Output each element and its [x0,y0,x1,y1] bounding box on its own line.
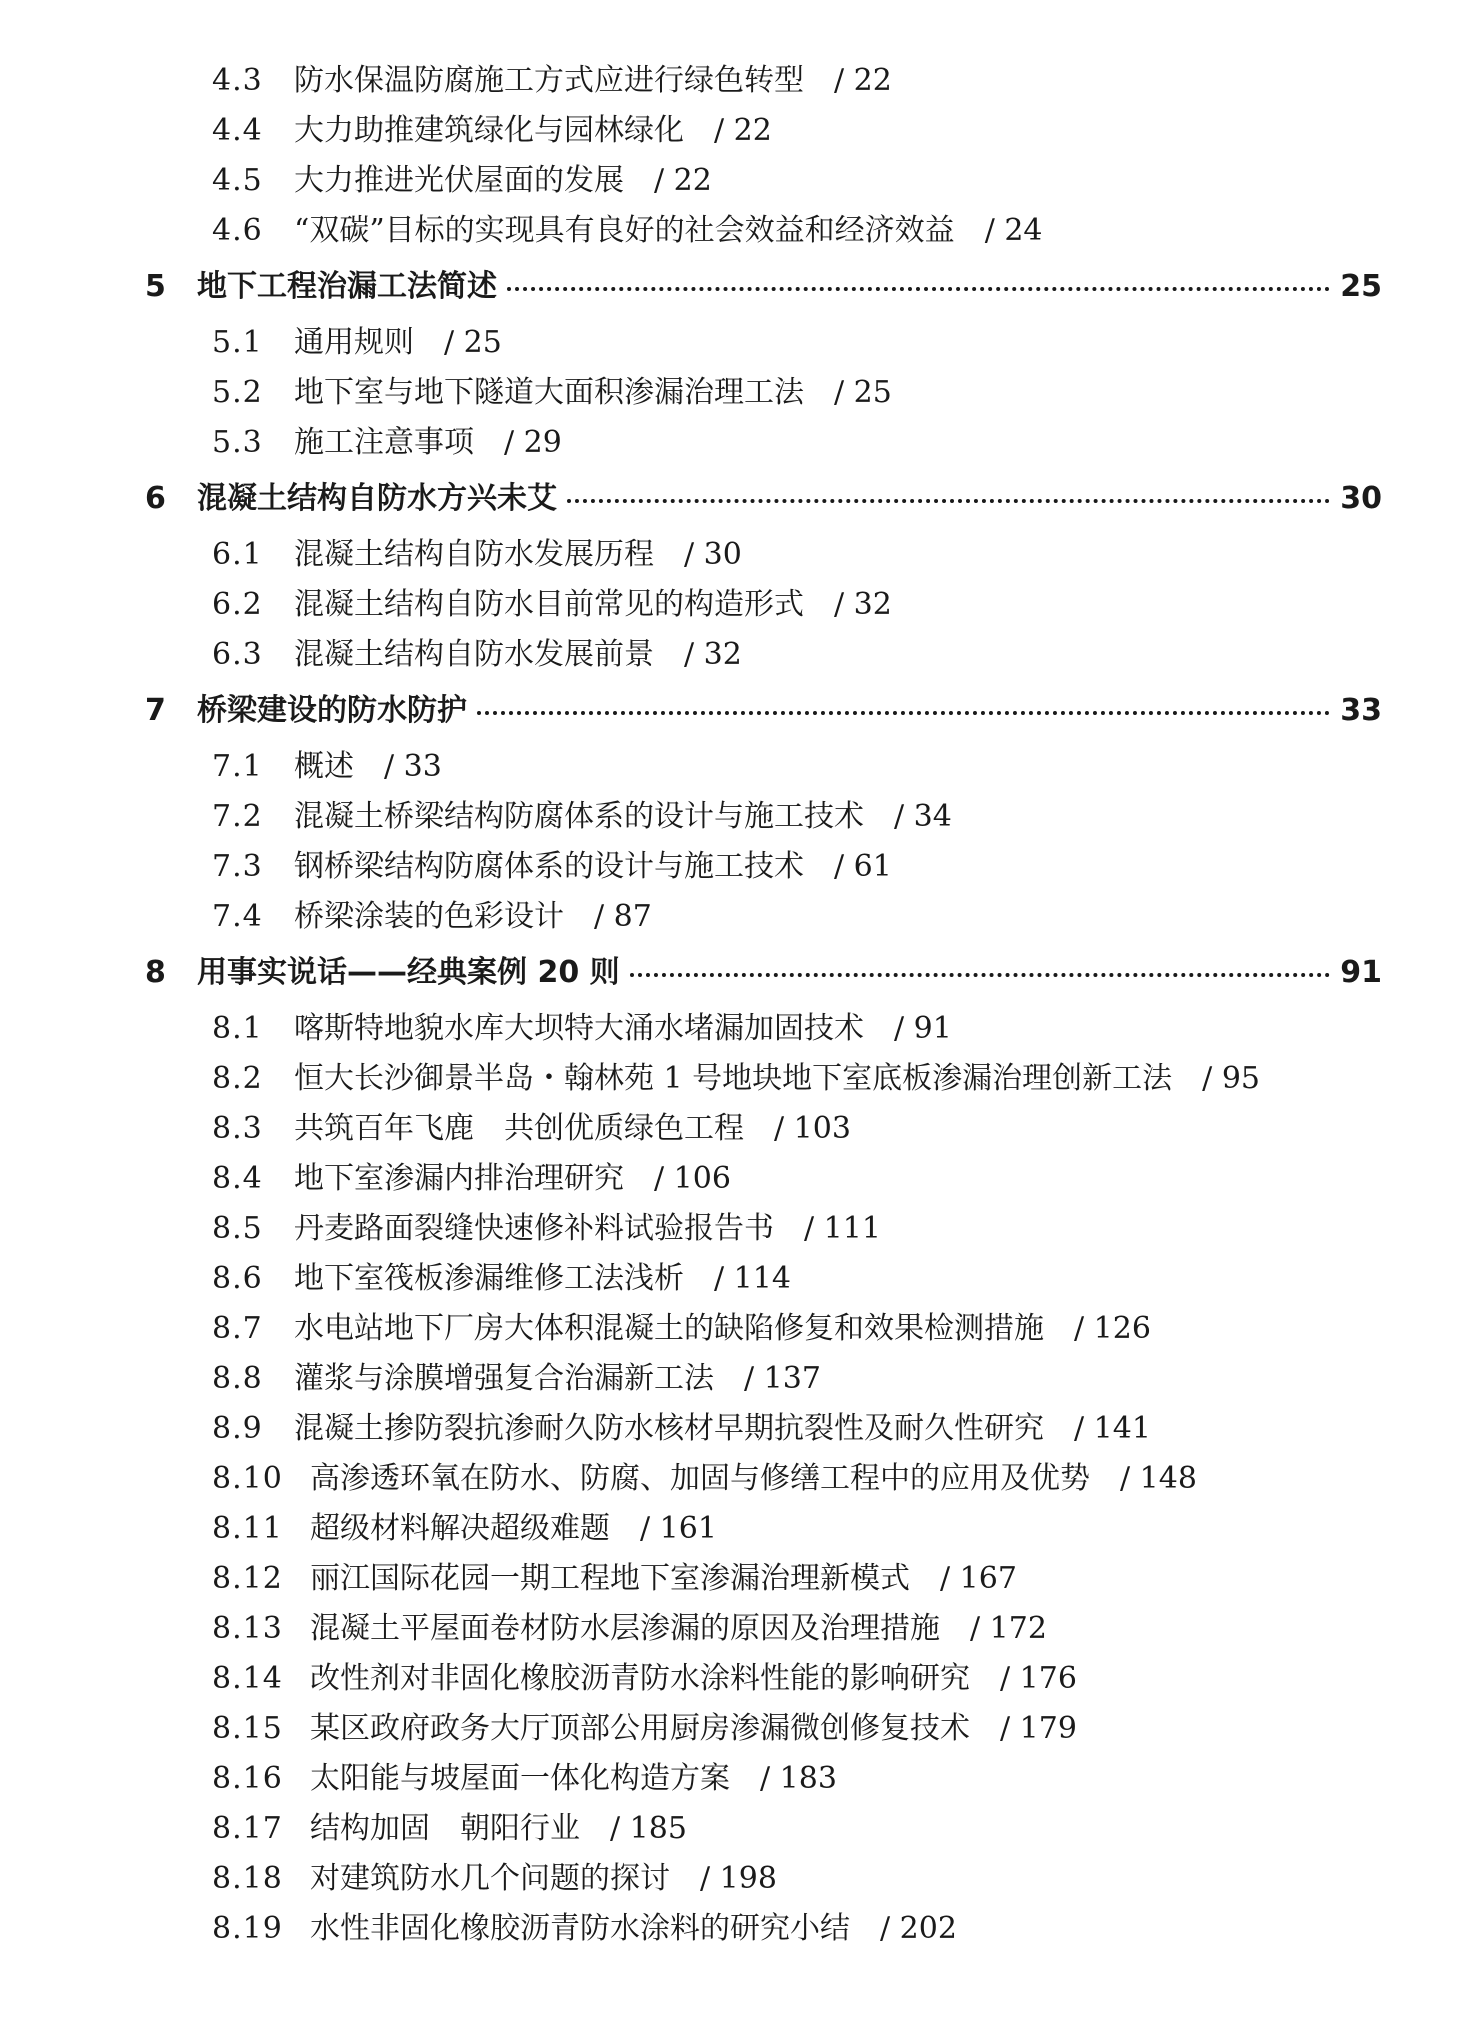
toc-section-entry[interactable] [0,530,1464,580]
section-page-number: / 32 [684,637,742,672]
section-number: 8.16 [212,1761,283,1796]
section-number: 4.5 [212,163,263,198]
section-number: 8.15 [212,1711,283,1746]
section-page-number: / 176 [1000,1661,1077,1696]
toc-chapter-entry[interactable] [0,470,1464,528]
toc-section-entry[interactable] [0,1054,1464,1104]
toc-section-entry[interactable] [0,206,1464,256]
dot-leader [630,973,1331,977]
section-page-number: / 103 [774,1111,851,1146]
section-number: 8.1 [212,1011,263,1046]
section-title: 对建筑防水几个问题的探讨 [310,1861,670,1896]
toc-section-entry[interactable] [0,1604,1464,1654]
section-number: 8.7 [212,1311,263,1346]
section-number: 8.2 [212,1061,263,1096]
section-number: 8.13 [212,1611,283,1646]
chapter-page-number: 91 [1340,955,1382,990]
section-title: 高渗透环氧在防水、防腐、加固与修缮工程中的应用及优势 [310,1461,1090,1496]
section-title: 结构加固 朝阳行业 [310,1811,580,1846]
section-page-number: / 29 [504,425,562,460]
toc-section-entry[interactable] [0,1254,1464,1304]
section-title: 概述 [294,749,354,784]
section-number: 4.3 [212,63,263,98]
section-page-number: / 33 [384,749,442,784]
chapter-title: 混凝土结构自防水方兴未艾 [197,481,557,516]
toc-section-entry[interactable] [0,1754,1464,1804]
section-number: 8.12 [212,1561,283,1596]
section-number: 4.4 [212,113,263,148]
section-number: 8.4 [212,1161,263,1196]
section-number: 8.14 [212,1661,283,1696]
section-number: 7.2 [212,799,263,834]
section-title: 地下室与地下隧道大面积渗漏治理工法 [294,375,804,410]
section-number: 8.9 [212,1411,263,1446]
section-number: 6.3 [212,637,263,672]
section-page-number: / 126 [1074,1311,1151,1346]
toc-section-entry[interactable] [0,318,1464,368]
section-page-number: / 172 [970,1611,1047,1646]
section-page-number: / 161 [640,1511,717,1546]
section-number: 8.18 [212,1861,283,1896]
toc-section-entry[interactable] [0,792,1464,842]
section-page-number: / 167 [940,1561,1017,1596]
chapter-page-number: 25 [1340,269,1382,304]
section-title: 桥梁涂装的色彩设计 [294,899,564,934]
section-title: 恒大长沙御景半岛・翰林苑 1 号地块地下室底板渗漏治理创新工法 [294,1061,1173,1096]
section-title: 丹麦路面裂缝快速修补料试验报告书 [294,1211,774,1246]
section-title: 水电站地下厂房大体积混凝土的缺陷修复和效果检测措施 [294,1311,1044,1346]
section-title: 钢桥梁结构防腐体系的设计与施工技术 [294,849,804,884]
section-page-number: / 179 [1000,1711,1077,1746]
section-number: 7.4 [212,899,263,934]
section-page-number: / 34 [894,799,952,834]
section-title: 地下室筏板渗漏维修工法浅析 [294,1261,684,1296]
toc-chapter-entry[interactable] [0,258,1464,316]
toc-section-entry[interactable] [0,1504,1464,1554]
toc-section-entry[interactable] [0,368,1464,418]
chapter-number: 5 [145,269,166,304]
section-number: 4.6 [212,213,263,248]
section-number: 7.1 [212,749,263,784]
toc-section-entry[interactable] [0,1154,1464,1204]
section-title: 灌浆与涂膜增强复合治漏新工法 [294,1361,714,1396]
toc-section-entry[interactable] [0,1004,1464,1054]
chapter-number: 8 [145,955,166,990]
section-title: 通用规则 [294,325,414,360]
toc-section-entry[interactable] [0,1454,1464,1504]
toc-section-entry[interactable] [0,106,1464,156]
section-page-number: / 61 [834,849,892,884]
section-number: 6.2 [212,587,263,622]
toc-section-entry[interactable] [0,1104,1464,1154]
section-page-number: / 91 [894,1011,952,1046]
section-title: 混凝土桥梁结构防腐体系的设计与施工技术 [294,799,864,834]
section-number: 7.3 [212,849,263,884]
section-page-number: / 25 [834,375,892,410]
section-page-number: / 95 [1202,1061,1260,1096]
section-number: 8.11 [212,1511,283,1546]
section-number: 6.1 [212,537,263,572]
section-title: 太阳能与坡屋面一体化构造方案 [310,1761,730,1796]
toc-chapter-entry[interactable] [0,682,1464,740]
chapter-title: 地下工程治漏工法简述 [197,269,497,304]
section-page-number: / 202 [880,1911,957,1946]
section-title: 混凝土结构自防水发展历程 [294,537,654,572]
section-title: 混凝土平屋面卷材防水层渗漏的原因及治理措施 [310,1611,940,1646]
toc-section-entry[interactable] [0,156,1464,206]
chapter-number: 6 [145,481,166,516]
section-title: 某区政府政务大厅顶部公用厨房渗漏微创修复技术 [310,1711,970,1746]
chapter-title: 桥梁建设的防水防护 [197,693,467,728]
section-page-number: / 137 [744,1361,821,1396]
toc-chapter-entry[interactable] [0,944,1464,1002]
toc-section-entry[interactable] [0,1904,1464,1954]
section-page-number: / 30 [684,537,742,572]
section-number: 5.3 [212,425,263,460]
section-number: 8.5 [212,1211,263,1246]
section-page-number: / 148 [1120,1461,1197,1496]
chapter-page-number: 33 [1340,693,1382,728]
toc-section-entry[interactable] [0,1354,1464,1404]
dot-leader [507,287,1330,291]
toc-section-entry[interactable] [0,1204,1464,1254]
section-title: 水性非固化橡胶沥青防水涂料的研究小结 [310,1911,850,1946]
section-page-number: / 22 [834,63,892,98]
toc-section-entry[interactable] [0,842,1464,892]
chapter-page-number: 30 [1340,481,1382,516]
section-page-number: / 106 [654,1161,731,1196]
section-number: 8.6 [212,1261,263,1296]
section-number: 8.19 [212,1911,283,1946]
toc-section-entry[interactable] [0,1854,1464,1904]
section-title: 大力助推建筑绿化与园林绿化 [294,113,684,148]
toc-section-entry[interactable] [0,1404,1464,1454]
toc-section-entry[interactable] [0,580,1464,630]
section-page-number: / 25 [444,325,502,360]
dot-leader [477,711,1330,715]
section-title: “双碳”目标的实现具有良好的社会效益和经济效益 [294,213,955,248]
chapter-number: 7 [145,693,166,728]
section-number: 5.1 [212,325,263,360]
section-title: 地下室渗漏内排治理研究 [294,1161,624,1196]
chapter-title: 用事实说话——经典案例 20 则 [197,955,620,990]
section-page-number: / 32 [834,587,892,622]
section-title: 超级材料解决超级难题 [310,1511,610,1546]
section-title: 喀斯特地貌水库大坝特大涌水堵漏加固技术 [294,1011,864,1046]
section-number: 5.2 [212,375,263,410]
toc-section-entry[interactable] [0,56,1464,106]
section-title: 改性剂对非固化橡胶沥青防水涂料性能的影响研究 [310,1661,970,1696]
section-page-number: / 24 [984,213,1043,248]
section-title: 混凝土结构自防水发展前景 [294,637,654,672]
toc-section-entry[interactable] [0,742,1464,792]
section-page-number: / 183 [760,1761,837,1796]
section-page-number: / 114 [714,1261,791,1296]
section-number: 8.8 [212,1361,263,1396]
section-page-number: / 198 [700,1861,777,1896]
section-number: 8.3 [212,1111,263,1146]
section-page-number: / 141 [1074,1411,1151,1446]
section-title: 混凝土结构自防水目前常见的构造形式 [294,587,804,622]
toc-section-entry[interactable] [0,1654,1464,1704]
section-page-number: / 185 [610,1811,687,1846]
table-of-contents [0,56,1464,1954]
section-title: 大力推进光伏屋面的发展 [294,163,624,198]
section-title: 防水保温防腐施工方式应进行绿色转型 [294,63,804,98]
section-title: 混凝土掺防裂抗渗耐久防水核材早期抗裂性及耐久性研究 [294,1411,1044,1446]
toc-section-entry[interactable] [0,892,1464,942]
section-title: 丽江国际花园一期工程地下室渗漏治理新模式 [310,1561,910,1596]
section-number: 8.17 [212,1811,283,1846]
section-number: 8.10 [212,1461,283,1496]
toc-section-entry[interactable] [0,1554,1464,1604]
section-title: 施工注意事项 [294,425,474,460]
dot-leader [567,499,1330,503]
section-title: 共筑百年飞鹿 共创优质绿色工程 [294,1111,744,1146]
toc-section-entry[interactable] [0,418,1464,468]
section-page-number: / 87 [594,899,652,934]
toc-section-entry[interactable] [0,1704,1464,1754]
section-page-number: / 22 [654,163,712,198]
toc-section-entry[interactable] [0,1804,1464,1854]
section-page-number: / 22 [714,113,772,148]
toc-section-entry[interactable] [0,630,1464,680]
toc-section-entry[interactable] [0,1304,1464,1354]
section-page-number: / 111 [804,1211,881,1246]
